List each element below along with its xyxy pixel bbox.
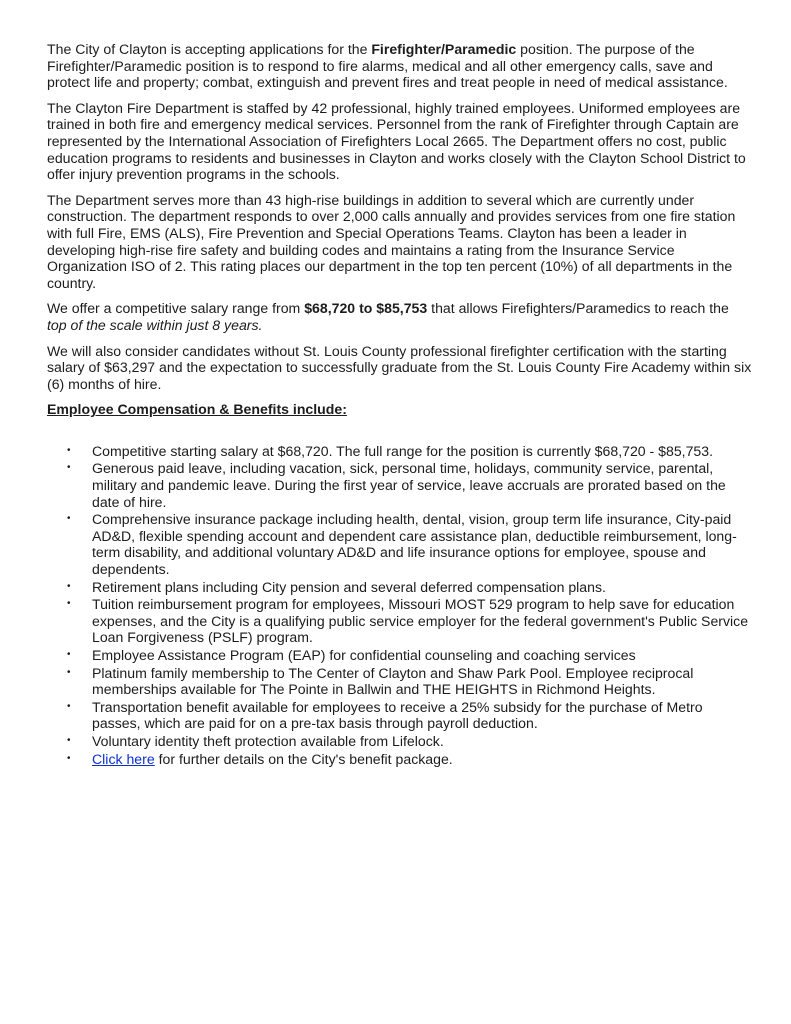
bullet-icon: • — [67, 666, 71, 678]
bullet-icon: • — [67, 513, 71, 525]
benefit-text: Voluntary identity theft protection available from Lifelock. — [92, 732, 444, 749]
benefits-list — [47, 443, 752, 767]
salary-text: that allows Firefighters/Paramedics to reach the — [427, 300, 729, 317]
bullet-icon: • — [67, 462, 71, 474]
intro-text: position. The purpose of the Firefighter/Paramedic position is to respond to fire alarms, medical and all other emergency calls, save and protect life and property; combat, extinguish and prevent fires and treat people in need of medical assistance. — [47, 41, 728, 91]
benefit-text: for further details on the City's benefit package. — [154, 750, 453, 767]
bullet-icon: • — [67, 580, 71, 592]
certification-paragraph: We will also consider candidates without St. Louis County professional firefighter certification with the starting salary of $63,297 and the expectation to successfully graduate from the St. Louis County Fire Academy within six (6) months of hire. — [47, 342, 752, 392]
benefit-item — [47, 460, 752, 510]
salary-range: $68,720 to $85,753 — [304, 300, 428, 317]
intro-paragraph-position — [47, 41, 752, 91]
benefit-text: Generous paid leave, including vacation, sick, personal time, holidays, community service, parental, military and pandemic leave. During the first year of service, leave accruals are prorated based on the date of hire. — [92, 460, 726, 510]
benefit-text: Comprehensive insurance package including health, dental, vision, group term life insurance, City-paid AD&D, flexible spending account and dependent care assistance plan, deductible reimbursement, long-term disability, and additional voluntary AD&D and life insurance options for employee, spouse and dependents. — [92, 511, 737, 578]
position-title: Firefighter/Paramedic — [371, 41, 517, 57]
benefit-text: Tuition reimbursement program for employees, Missouri MOST 529 program to help save for education expenses, and the City is a qualifying public service employer for the federal government's Public Service Loan Forgiveness (PSLF) program. — [92, 596, 749, 646]
benefit-item-link — [47, 751, 752, 768]
benefit-item — [47, 733, 752, 750]
benefit-item — [47, 443, 752, 460]
benefit-item — [47, 665, 752, 698]
benefits-details-link[interactable]: Click here — [92, 750, 155, 767]
salary-text: We offer a competitive salary range from — [47, 300, 305, 317]
benefit-item — [47, 596, 752, 646]
bullet-icon: • — [67, 700, 71, 712]
service-paragraph: The Department serves more than 43 high-rise buildings in addition to several which are currently under construction. The department responds to over 2,000 calls annually and provides services from one fire station with full Fire, EMS (ALS), Fire Prevention and Special Operations Teams. Clayton has been a leader in developing high-rise fire safety and building codes and maintains a rating from the Insurance Service Organization ISO of 2. This rating places our department in the top ten percent (10%) of all departments in the country. — [47, 191, 736, 291]
intro-text: The City of Clayton is accepting applications for the — [47, 41, 372, 57]
benefit-item — [47, 647, 752, 664]
salary-paragraph — [47, 300, 752, 333]
document-page — [47, 41, 752, 768]
bullet-icon: • — [67, 752, 71, 764]
benefit-item — [47, 579, 752, 596]
bullet-icon: • — [67, 598, 71, 610]
bullet-icon: • — [67, 444, 71, 456]
benefit-text: Employee Assistance Program (EAP) for confidential counseling and coaching services — [92, 647, 636, 663]
bullet-icon: • — [67, 734, 71, 746]
benefits-heading: Employee Compensation & Benefits include: — [47, 401, 347, 418]
benefit-text: Platinum family membership to The Center of Clayton and Shaw Park Pool. Employee reciprocal memberships available for The Pointe in Ballwin and THE HEIGHTS in Richmond Heights. — [92, 664, 694, 698]
benefit-item — [47, 699, 752, 732]
benefit-text: Retirement plans including City pension and several deferred compensation plans. — [92, 578, 606, 595]
benefit-text: Transportation benefit available for employees to receive a 25% subsidy for the purchase of Metro passes, which are paid for on a pre-tax basis through payroll deduction. — [92, 698, 703, 732]
bullet-icon: • — [67, 649, 71, 660]
department-paragraph: The Clayton Fire Department is staffed by 42 professional, highly trained employees. Uniformed employees are trained in both fire and emergency medical services. Personnel from the rank of Firefighter through Captain are represented by the International Association of Firefighters Local 2665. The Department offers no cost, public education programs to residents and businesses in Clayton and works closely with the Clayton School District to offer injury prevention programs in the schools. — [47, 99, 746, 183]
benefit-text: Competitive starting salary at $68,720. The full range for the position is currently $68,720 - $85,753. — [92, 442, 714, 459]
benefit-item — [47, 511, 752, 577]
salary-scale-note: top of the scale within just 8 years. — [47, 316, 263, 333]
